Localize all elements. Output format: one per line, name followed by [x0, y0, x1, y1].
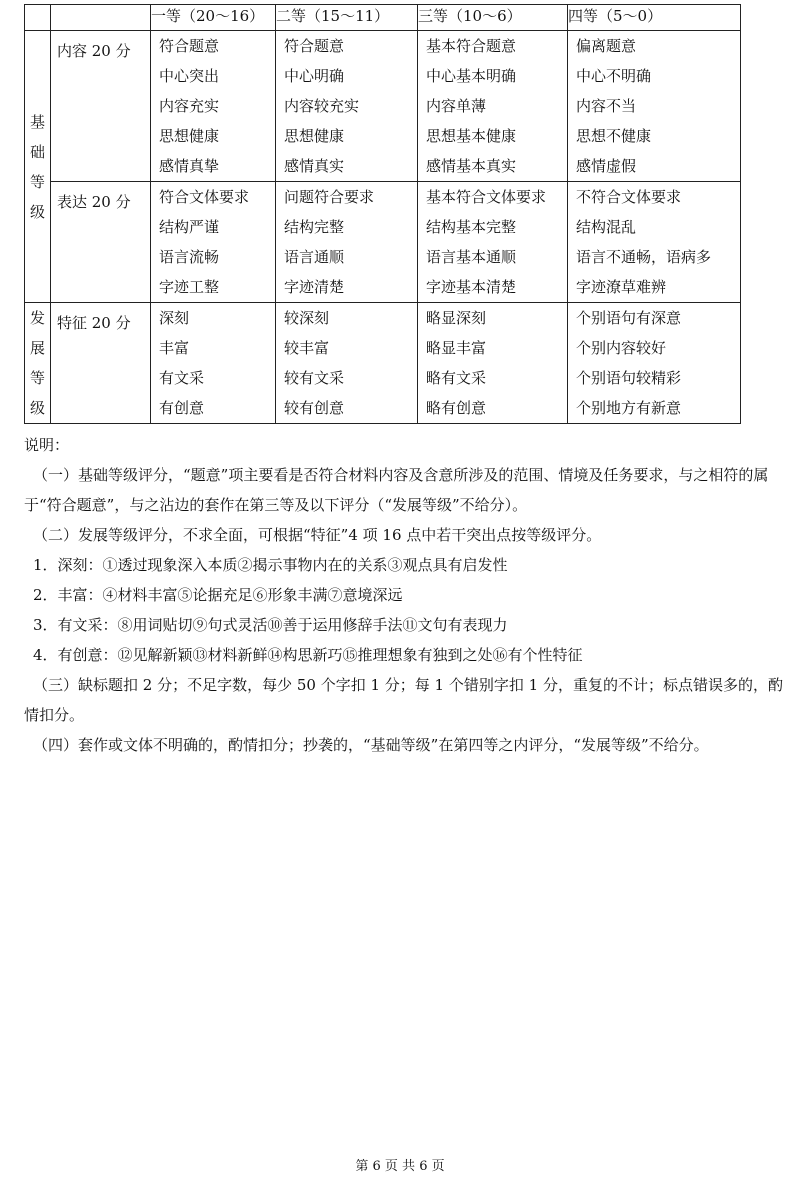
note-item-3: 3．有文采：⑧用词贴切⑨句式灵活⑩善于运用修辞手法⑪文句有表现力 — [33, 616, 508, 634]
cell-line: 略有创意 — [426, 399, 487, 417]
cell-expression-grade-3 — [418, 182, 568, 303]
cell-line: 略有文采 — [426, 369, 487, 387]
group-char: 级 — [29, 399, 45, 417]
cell-line: 较有创意 — [284, 399, 345, 417]
group-char: 础 — [29, 142, 45, 161]
cell-line: 中心不明确 — [576, 67, 652, 85]
group-char: 基 — [29, 112, 45, 131]
cell-expression-grade-4 — [568, 182, 741, 303]
cell-line: 个别地方有新意 — [576, 399, 682, 417]
note-item-1: 1．深刻：①透过现象深入本质②揭示事物内在的关系③观点具有启发性 — [33, 556, 508, 574]
cell-line: 感情虚假 — [576, 157, 637, 175]
cell-expression-grade-2 — [276, 182, 418, 303]
header-cell-empty-2 — [51, 5, 151, 31]
cell-line: 略显丰富 — [426, 339, 487, 357]
group-char: 发 — [29, 309, 45, 327]
cell-line: 丰富 — [159, 339, 190, 357]
group-char: 等 — [29, 369, 45, 387]
cell-line: 字迹基本清楚 — [426, 278, 517, 296]
table-row — [25, 31, 741, 182]
group-char: 级 — [29, 202, 45, 221]
table-header-row — [25, 5, 741, 31]
grading-table — [24, 4, 741, 424]
cell-line: 有创意 — [159, 399, 205, 417]
cell-line: 感情真实 — [284, 157, 345, 175]
cell-content-grade-2 — [276, 31, 418, 182]
cell-line: 语言流畅 — [159, 248, 220, 266]
cell-expression-grade-1 — [151, 182, 276, 303]
cell-line: 基本符合文体要求 — [426, 188, 547, 206]
cell-line: 结构完整 — [284, 218, 345, 236]
cell-line: 字迹潦草难辨 — [576, 278, 667, 296]
cell-line: 略显深刻 — [426, 309, 487, 327]
cell-line: 符合题意 — [159, 37, 220, 55]
notes-title: 说明： — [24, 436, 70, 454]
aspect-expression: 表达 20 分 — [51, 182, 151, 303]
cell-feature-grade-2 — [276, 303, 418, 424]
cell-line: 结构严谨 — [159, 218, 220, 236]
cell-line: 感情真挚 — [159, 157, 220, 175]
cell-feature-grade-4 — [568, 303, 741, 424]
cell-feature-grade-1 — [151, 303, 276, 424]
cell-content-grade-1 — [151, 31, 276, 182]
cell-line: 中心基本明确 — [426, 67, 517, 85]
cell-line: 内容较充实 — [284, 97, 360, 115]
table-row — [25, 182, 741, 303]
cell-line: 个别语句较精彩 — [576, 369, 682, 387]
cell-line: 内容不当 — [576, 97, 637, 115]
header-grade-3: 三等（10～6） — [418, 5, 568, 31]
cell-line: 基本符合题意 — [426, 37, 517, 55]
aspect-content: 内容 20 分 — [51, 31, 151, 182]
cell-line: 较深刻 — [284, 309, 330, 327]
cell-line: 语言通顺 — [284, 248, 345, 266]
note-item-4: 4．有创意：⑫见解新颖⑬材料新鲜⑭构思新巧⑮推理想象有独到之处⑯有个性特征 — [33, 646, 583, 664]
aspect-feature: 特征 20 分 — [51, 303, 151, 424]
header-grade-1: 一等（20～16） — [151, 5, 276, 31]
cell-line: 个别内容较好 — [576, 339, 667, 357]
cell-line: 字迹工整 — [159, 278, 220, 296]
cell-line: 符合文体要求 — [159, 188, 250, 206]
cell-line: 语言不通畅，语病多 — [576, 248, 712, 266]
note-paragraph-3: （三）缺标题扣 2 分；不足字数，每少 50 个字扣 1 分；每 1 个错别字扣 1 分，重复的不计；标点错误多的，酌情扣分。 — [24, 676, 783, 724]
cell-line: 中心明确 — [284, 67, 345, 85]
cell-line: 符合题意 — [284, 37, 345, 55]
cell-line: 内容充实 — [159, 97, 220, 115]
notes-section — [24, 430, 784, 760]
cell-line: 思想健康 — [159, 127, 220, 145]
group-char: 展 — [29, 339, 45, 357]
header-grade-2: 二等（15～11） — [276, 5, 418, 31]
cell-line: 思想不健康 — [576, 127, 652, 145]
group-label-development — [25, 303, 51, 424]
note-paragraph-2: （二）发展等级评分，不求全面，可根据“特征”4 项 16 点中若干突出点按等级评分。 — [33, 526, 602, 544]
header-grade-4: 四等（5～0） — [568, 5, 741, 31]
cell-line: 较有文采 — [284, 369, 345, 387]
group-char: 等 — [29, 172, 45, 191]
cell-line: 中心突出 — [159, 67, 220, 85]
cell-line: 结构混乱 — [576, 218, 637, 236]
cell-line: 深刻 — [159, 309, 190, 327]
cell-line: 内容单薄 — [426, 97, 487, 115]
cell-line: 思想基本健康 — [426, 127, 517, 145]
cell-line: 问题符合要求 — [284, 188, 375, 206]
table-row — [25, 303, 741, 424]
cell-line: 思想健康 — [284, 127, 345, 145]
cell-content-grade-3 — [418, 31, 568, 182]
cell-line: 感情基本真实 — [426, 157, 517, 175]
cell-line: 较丰富 — [284, 339, 330, 357]
cell-line: 字迹清楚 — [284, 278, 345, 296]
cell-line: 不符合文体要求 — [576, 188, 682, 206]
group-label-basic — [25, 31, 51, 303]
cell-line: 结构基本完整 — [426, 218, 517, 236]
cell-line: 语言基本通顺 — [426, 248, 517, 266]
cell-content-grade-4 — [568, 31, 741, 182]
cell-feature-grade-3 — [418, 303, 568, 424]
header-cell-empty-1 — [25, 5, 51, 31]
cell-line: 个别语句有深意 — [576, 309, 682, 327]
page-footer: 第 6 页 共 6 页 — [355, 1159, 445, 1174]
note-paragraph-1: （一）基础等级评分，“题意”项主要看是否符合材料内容及含意所涉及的范围、情境及任务要求，与之相符的属于“符合题意”，与之沾边的套作在第三等及以下评分（“发展等级”不给分）。 — [24, 466, 769, 514]
cell-line: 有文采 — [159, 369, 205, 387]
note-paragraph-4: （四）套作或文体不明确的，酌情扣分；抄袭的，“基础等级”在第四等之内评分，“发展等级”不给分。 — [33, 736, 709, 754]
note-item-2: 2．丰富：④材料丰富⑤论据充足⑥形象丰满⑦意境深远 — [33, 586, 403, 604]
cell-line: 偏离题意 — [576, 37, 637, 55]
